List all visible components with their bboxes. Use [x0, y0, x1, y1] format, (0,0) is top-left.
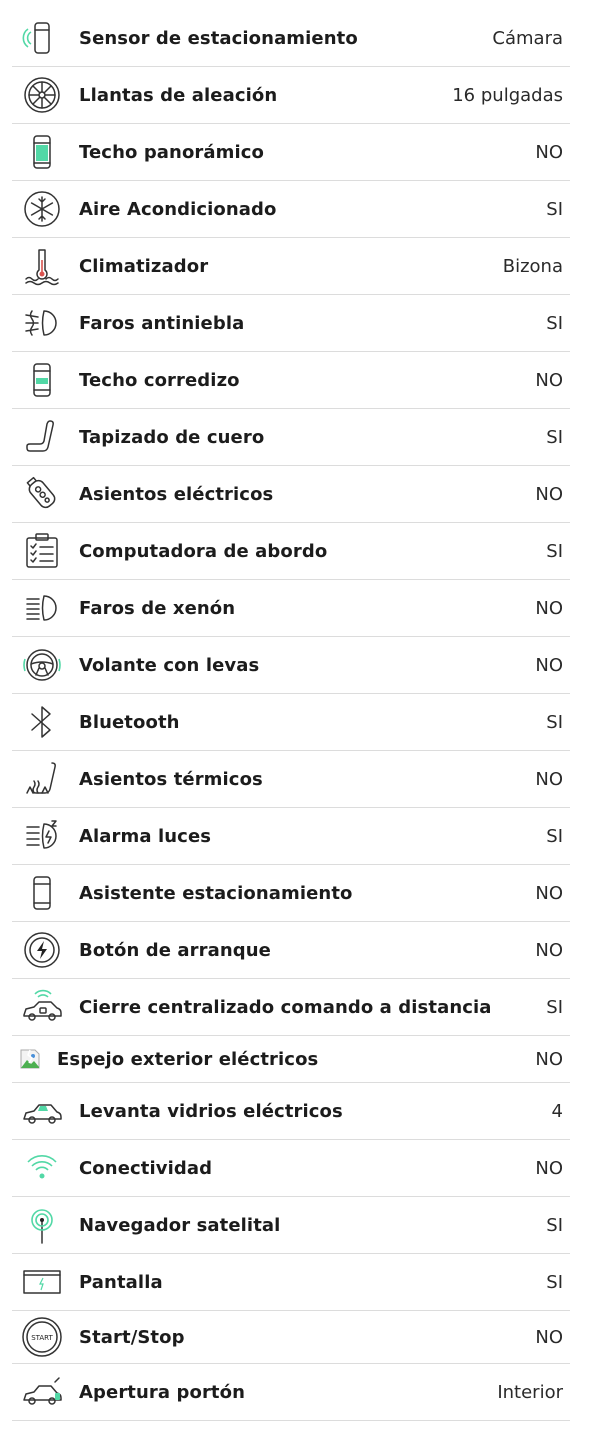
feature-value: Bizona [502, 255, 563, 277]
feature-row-power-windows [12, 1083, 570, 1140]
snowflake-icon [20, 189, 64, 229]
thermometer-icon [20, 246, 64, 286]
svg-text:START: START [31, 1334, 53, 1342]
feature-row-bluetooth [12, 694, 570, 751]
wifi-signal-icon [20, 1148, 64, 1188]
feature-value: NO [535, 141, 563, 163]
feature-label: Faros de xenón [79, 597, 236, 619]
bluetooth-icon [20, 702, 64, 742]
feature-row-start-button [12, 922, 570, 979]
alloy-wheel-icon [20, 75, 64, 115]
feature-row-parking-assist [12, 865, 570, 922]
feature-row-steering-paddles [12, 637, 570, 694]
parking-assist-icon [20, 873, 64, 913]
feature-label: Techo corredizo [79, 369, 240, 391]
feature-label: Asistente estacionamiento [79, 882, 353, 904]
feature-value: NO [535, 939, 563, 961]
feature-value: NO [535, 483, 563, 505]
feature-value: Cámara [492, 27, 563, 49]
feature-row-tailgate [12, 1364, 570, 1421]
feature-row-fog-lights [12, 295, 570, 352]
feature-value: NO [535, 882, 563, 904]
feature-value: 4 [551, 1100, 563, 1122]
feature-row-screen [12, 1254, 570, 1311]
feature-label: Pantalla [79, 1271, 163, 1293]
feature-value: NO [535, 597, 563, 619]
feature-row-leather-seats [12, 409, 570, 466]
features-list [12, 10, 570, 1421]
remote-lock-car-icon [20, 987, 64, 1027]
feature-row-light-alarm [12, 808, 570, 865]
feature-value: SI [546, 711, 563, 733]
panoramic-roof-icon [20, 132, 64, 172]
sunroof-icon [20, 360, 64, 400]
feature-row-power-seats [12, 466, 570, 523]
steering-wheel-icon [20, 645, 64, 685]
leather-seat-icon [20, 417, 64, 457]
feature-value: NO [535, 369, 563, 391]
feature-label: Asientos térmicos [79, 768, 263, 790]
feature-value: SI [546, 198, 563, 220]
feature-row-air-conditioning [12, 181, 570, 238]
feature-value: SI [546, 1214, 563, 1236]
feature-label: Tapizado de cuero [79, 426, 265, 448]
feature-value: NO [535, 768, 563, 790]
feature-row-onboard-computer [12, 523, 570, 580]
checklist-icon [20, 531, 64, 571]
power-window-car-icon [20, 1091, 64, 1131]
feature-value: SI [546, 426, 563, 448]
feature-label: Asientos eléctricos [79, 483, 274, 505]
feature-label: Apertura portón [79, 1381, 246, 1403]
parking-sensor-icon [20, 18, 64, 58]
feature-label: Sensor de estacionamiento [79, 27, 358, 49]
screen-icon [20, 1262, 64, 1302]
feature-value: SI [546, 996, 563, 1018]
feature-row-climate-control [12, 238, 570, 295]
feature-label: Botón de arranque [79, 939, 271, 961]
feature-label: Levanta vidrios eléctricos [79, 1100, 343, 1122]
feature-label: Aire Acondicionado [79, 198, 277, 220]
feature-value: SI [546, 825, 563, 847]
feature-row-central-locking [12, 979, 570, 1036]
feature-value: SI [546, 312, 563, 334]
feature-label: Cierre centralizado comando a distancia [79, 996, 492, 1018]
feature-value: NO [535, 654, 563, 676]
feature-label: Navegador satelital [79, 1214, 281, 1236]
feature-row-connectivity [12, 1140, 570, 1197]
feature-row-power-mirrors [12, 1036, 570, 1083]
broken-image-icon [17, 1047, 43, 1071]
feature-row-start-stop [12, 1311, 570, 1364]
feature-value: SI [546, 1271, 563, 1293]
tailgate-car-icon [20, 1372, 64, 1412]
feature-value: NO [535, 1157, 563, 1179]
feature-label: Techo panorámico [79, 141, 265, 163]
fog-light-icon [20, 303, 64, 343]
feature-label: Volante con levas [79, 654, 260, 676]
feature-label: Computadora de abordo [79, 540, 328, 562]
feature-label: Climatizador [79, 255, 209, 277]
feature-label: Conectividad [79, 1157, 213, 1179]
feature-row-xenon-lights [12, 580, 570, 637]
feature-label: Espejo exterior eléctricos [57, 1048, 319, 1070]
feature-value: NO [535, 1048, 563, 1070]
start-button-icon [20, 930, 64, 970]
gps-antenna-icon [20, 1205, 64, 1245]
feature-label: Faros antiniebla [79, 312, 245, 334]
feature-row-sunroof [12, 352, 570, 409]
xenon-headlight-icon [20, 588, 64, 628]
start-stop-icon [20, 1317, 64, 1357]
feature-row-parking-sensor [12, 10, 570, 67]
feature-row-alloy-wheels [12, 67, 570, 124]
headlight-alarm-icon [20, 816, 64, 856]
feature-row-panoramic-roof [12, 124, 570, 181]
feature-row-heated-seats [12, 751, 570, 808]
feature-label: Llantas de aleación [79, 84, 278, 106]
car-key-fob-icon [20, 474, 64, 514]
feature-value: Interior [497, 1381, 563, 1403]
feature-value: SI [546, 540, 563, 562]
feature-label: Start/Stop [79, 1326, 185, 1348]
heated-seat-icon [20, 759, 64, 799]
feature-label: Bluetooth [79, 711, 180, 733]
feature-value: 16 pulgadas [452, 84, 563, 106]
feature-value: NO [535, 1326, 563, 1348]
feature-row-gps [12, 1197, 570, 1254]
feature-label: Alarma luces [79, 825, 212, 847]
